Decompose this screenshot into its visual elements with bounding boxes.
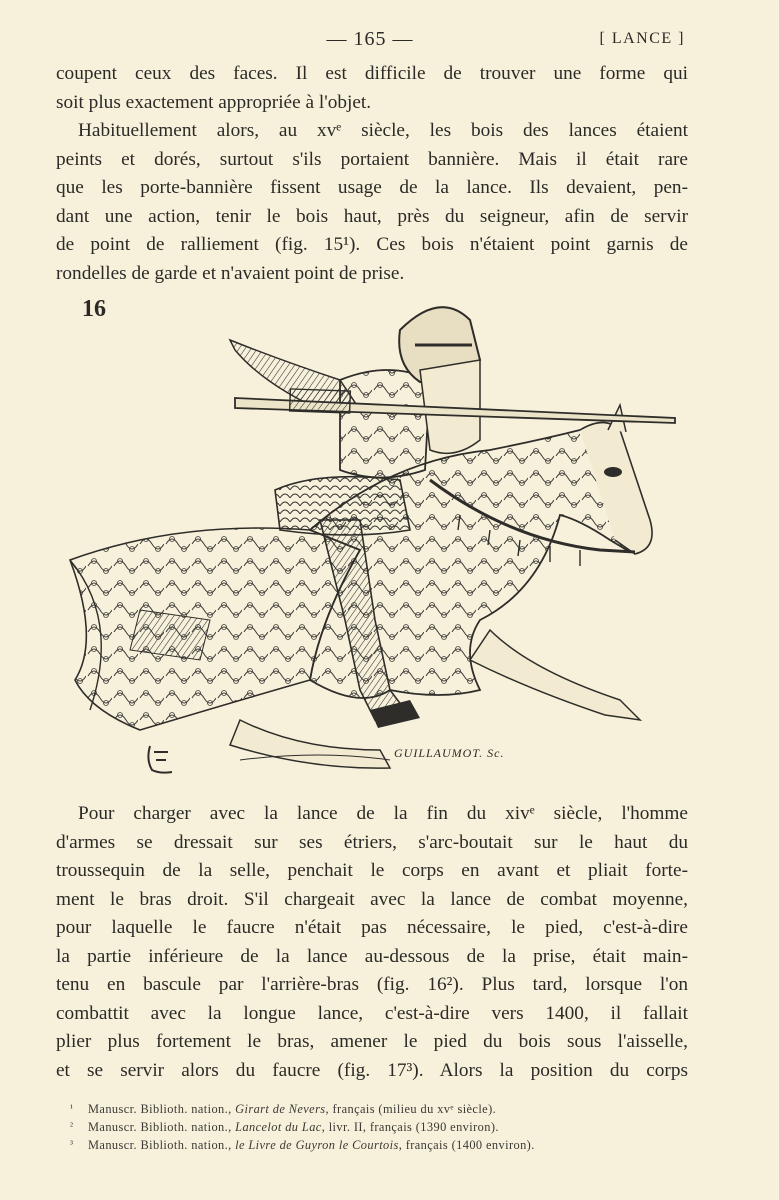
engraver-signature: GUILLAUMOT. Sc. — [394, 746, 505, 760]
footnote-prefix: Manuscr. Biblioth. nation., — [88, 1102, 236, 1116]
footnote — [70, 1136, 700, 1154]
text-line: combattit avec la longue lance, c'est-à-dire vers 1400, il fallait — [56, 1002, 688, 1024]
text-line: pour laquelle le faucre n'était pas nécessaire, le pied, c'est-à-dire — [56, 917, 688, 938]
horse-front-leg — [470, 630, 640, 720]
text-line: dant une action, tenir le bois haut, près du seigneur, afin de servir — [56, 205, 688, 227]
horse-caparison — [70, 528, 360, 730]
footnote-mark: ³ — [70, 1139, 74, 1150]
running-head: [ LANCE ] — [599, 30, 685, 47]
horse-hind-leg — [230, 720, 390, 768]
text-line: tenu en bascule par l'arrière-bras (fig. 16²). Plus tard, lorsque l'on — [56, 974, 688, 995]
text-line: rondelles de garde et n'avaient point de prise. — [56, 262, 405, 284]
knight-engraving-illustration — [60, 290, 690, 780]
footnote-suffix: , livr. II, français (1390 environ). — [321, 1120, 499, 1134]
text-line: d'armes se dressait sur ses étriers, s'arc-boutait sur le haut du — [56, 831, 688, 853]
footnote — [70, 1100, 700, 1118]
knight-torso — [340, 370, 430, 478]
text-line: et se servir alors du faucre (fig. 17³). Alors la position du corps — [56, 1059, 688, 1081]
text-line: coupent ceux des faces. Il est difficile de trouver une forme qui — [56, 63, 688, 84]
text-line: que les porte-bannière fissent usage de la lance. Ils devaient, pen- — [56, 177, 688, 198]
text-line: soit plus exactement appropriée à l'objet. — [56, 91, 372, 113]
footnote-mark: ² — [70, 1121, 74, 1132]
page-header — [0, 28, 779, 54]
knight-skirt-mail — [275, 477, 410, 535]
footnote-title: le Livre de Guyron le Courtois — [235, 1138, 399, 1152]
text-line: ment le bras droit. S'il chargeait avec la lance de combat moyenne, — [56, 888, 688, 910]
footnotes — [70, 1100, 700, 1154]
text-line: plier plus fortement le bras, amener le pied du bois sous l'aisselle, — [56, 1031, 688, 1052]
footnote-mark: ¹ — [70, 1103, 74, 1114]
figure-number: 16 — [82, 296, 106, 322]
paragraph-continued — [56, 60, 688, 117]
text-line: peints et dorés, surtout s'ils portaient bannière. Mais il était rare — [56, 148, 688, 170]
text-line: Habituellement alors, au xvᵉ siècle, les bois des lances étaient — [78, 120, 688, 141]
text-line: Pour charger avec la lance de la fin du xivᵉ siècle, l'homme — [78, 803, 688, 824]
text-line: la partie inférieure de la lance au-dessous de la prise, était main- — [56, 945, 688, 967]
engraver-monogram — [144, 742, 178, 780]
footnote-title: Girart de Nevers — [235, 1102, 326, 1116]
figure-16-mounted-knight — [60, 290, 690, 790]
footnote-prefix: Manuscr. Biblioth. nation., — [88, 1120, 236, 1134]
text-line: de point de ralliement (fig. 15¹). Ces bois n'étaient point garnis de — [56, 234, 688, 255]
footnote — [70, 1118, 700, 1136]
footnote-suffix: , français (milieu du xvᵉ siècle). — [325, 1102, 497, 1116]
paragraph-charging-lance — [56, 800, 688, 1085]
footnote-suffix: , français (1400 environ). — [398, 1138, 535, 1152]
footnote-prefix: Manuscr. Biblioth. nation., — [88, 1138, 236, 1152]
footnote-title: Lancelot du Lac — [235, 1120, 322, 1134]
paragraph-lance-woods — [56, 117, 688, 288]
page-number: — 165 — — [326, 28, 414, 50]
text-line: troussequin de la selle, penchait le corps en avant et pliait forte- — [56, 860, 688, 881]
